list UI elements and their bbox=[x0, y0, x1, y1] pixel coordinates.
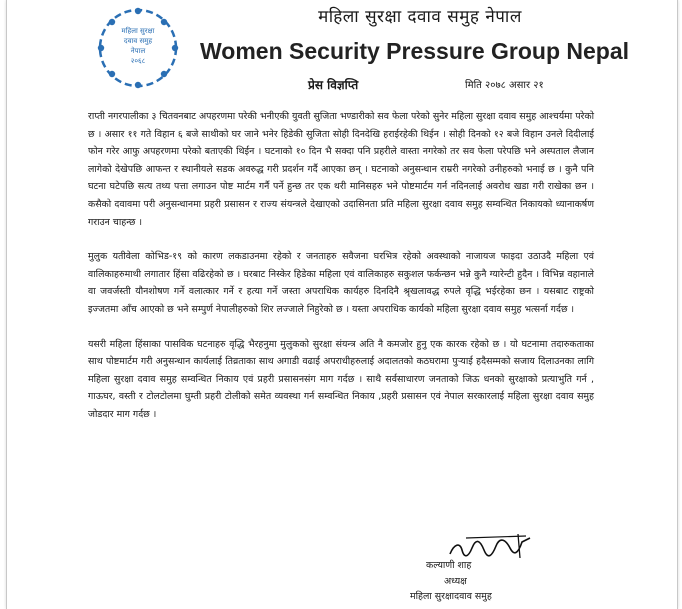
organization-name-english: Women Security Pressure Group Nepal bbox=[200, 38, 630, 64]
logo-text-line: दवाव समुह bbox=[123, 37, 153, 45]
organization-name-nepali: महिला सुरक्षा दवाव समुह नेपाल bbox=[318, 7, 522, 27]
document-date: मिति २०७८ असार २१ bbox=[465, 80, 544, 91]
logo-text-line: महिला सुरक्षा bbox=[121, 27, 155, 35]
logo-text bbox=[96, 26, 180, 66]
body-paragraph: मुलुक यतीवेला कोभिड-१९ को कारण लकडाउनमा रहेको र जनताहरु सवैजना घरभित्र रहेको अवस्थाको नाजायज फाइदा उठाउदै महिला एवं वालिकाहरुमाथी लगातार हिंसा वढिरहेको छ । घरबाट निस्केर हिडेका महिला एवं वालिकाहरु सकुशल फर्कन्छन भन्ने कुनै ग्यारेन्टी हुदैन । विभिन्न वहानाले वा जवर्जस्ती यौनशोषण गर्ने वलात्कार गर्ने र हत्या गर्ने जस्ता अपराधिक कार्यहरु दिनदिनै श्रृखलावद्ध रुपले वृद्धि भईरहेका छन । यसबाट राष्ट्रको इज्जतमा आँच आएको छ भने सम्पुर्ण नेपालीहरुको शिर लज्जाले निहुरेको छ । यस्ता अपराधिक कार्यको महिला सुरक्षा दवाव समुह भत्सर्ना गर्दछ । bbox=[88, 251, 594, 315]
body-paragraph: राप्ती नगरपालीका ३ चितवनबाट अपहरणमा परेकी भनीएकी युवती सुजिता भण्डारीको सव फेला परेको सुनेर महिला सुरक्षा दवाव समुह आश्चर्यमा परेको छ । असार ११ गते विहान ६ बजे साथीको घर जाने भनेर हिडेकी सुजिता सोही दिनदेखि हराईरहेकी थिईन । सोही दिनको १२ बजे विहान उनले दिदीलाई फोन गरेर आफु अपहरणमा परेको बताएकी थिईन । घटनाको १० दिन भै सक्दा पनि प्रहरीले वास्ता नगरेको तर सव फेला परेपछि भने अस्पताल लैजान लागेको देखेपछि आफन्त र स्थानीयले सडक अवरुद्ध गरी प्रदर्शन गर्दै आएका छन् । घटनाको अनुसन्धान राम्ररी नगरेको उनीहरुको भनाई छ । कुनै पनि घटना घटेपछि सत्य तथ्य पत्ता लगाउन पोष्ट मार्टम गर्नै पर्ने हुन्छ तर एक थरी मानिसहरु भने पोष्टमार्टम गर्न नदिनलाई अवरोध खडा गरी राखेका छन । कसैको दवावमा परी अनुसन्धानमा प्रहरी प्रसासन र राज्य संयन्त्रले देखाएको उदासिनता प्रति महिला सुरक्षा दवाव समुह सम्वन्धित निकायको ध्यानाकर्षण गराउन चाहन्छ । bbox=[88, 111, 594, 228]
signatory-organization: महिला सुरक्षादवाव समुह bbox=[410, 591, 492, 602]
organization-logo bbox=[96, 6, 180, 90]
document-title: प्रेस विज्ञप्ति bbox=[308, 78, 359, 92]
signatory-title: अध्यक्ष bbox=[444, 575, 467, 587]
signatory-name: कल्याणी शाह bbox=[426, 560, 472, 571]
logo-text-line: २०६८ bbox=[130, 57, 146, 65]
signatory-block bbox=[410, 558, 570, 605]
logo-text-line: नेपाल bbox=[130, 47, 146, 55]
document-body bbox=[88, 108, 594, 441]
body-paragraph: यसरी महिला हिंसाका पासविक घटनाहरु वृद्धि भैरहनुमा मुलुकको सुरक्षा संयन्त्र अति नै कमजोर हुनु एक कारक रहेको छ । यो घटनामा तदारुकताका साथ पोष्टमार्टम गरी अनुसन्धान कार्यलाई तिव्रताका साथ अगाडी वढाई अपराधीहरुलाई अदालतको कठघरामा पुऱ्याई हदैसम्मको सजाय दिलाउनका लागि महिला सुरक्षा दवाव समुह सम्वन्धित निकाय एवं प्रहरी प्रसासनसंग माग गर्दछ । साथै सर्वसाधारण जनताको जिऊ धनको सुरक्षाको प्रत्याभुति गर्न , गाऊघर, वस्ती र टोलटोलमा घुम्ती प्रहरी टोलीको समेत व्यवस्था गर्न सम्वन्धित निकाय ,प्रहरी प्रसासन एवं नेपाल सरकारलाई महिला सुरक्षा दवाव समुह जोडदार माग गर्दछ । bbox=[88, 338, 594, 420]
